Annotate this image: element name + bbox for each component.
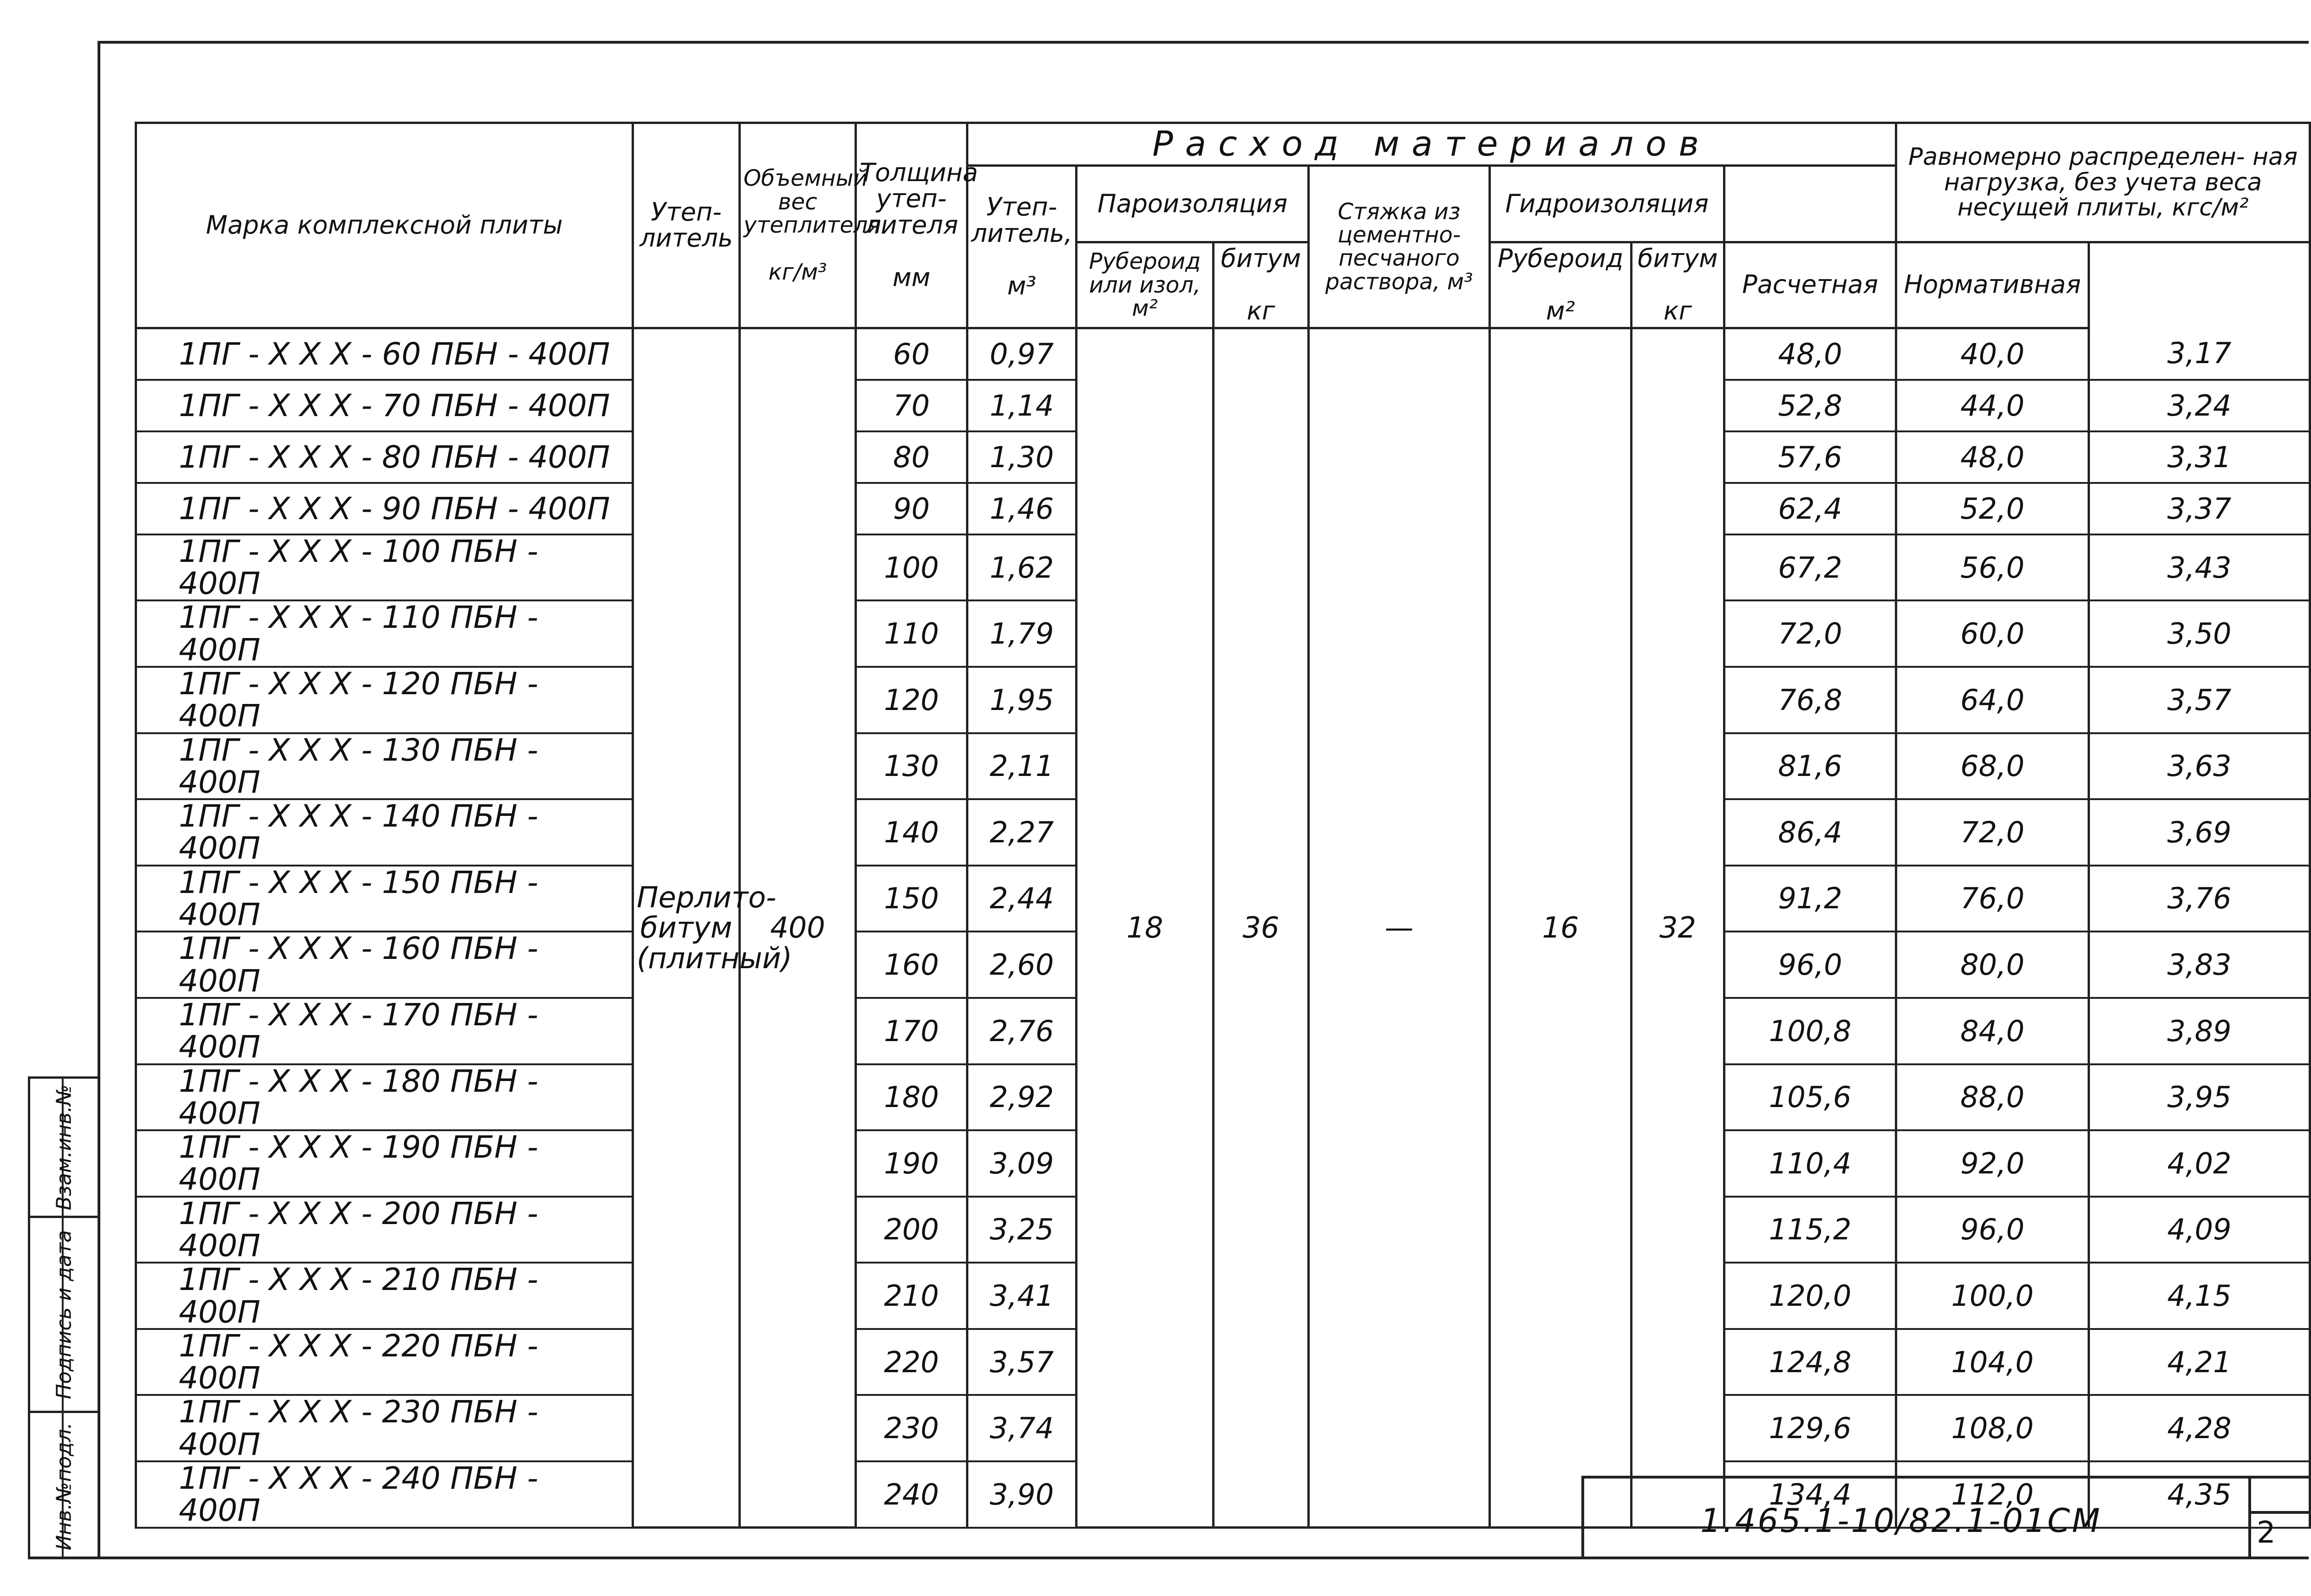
row-mark: 1ПГ - Х Х Х - 110 ПБН - 400П (136, 600, 633, 667)
row-load-calc: 76,8 (1724, 667, 1896, 733)
row-ins-volume: 3,09 (967, 1130, 1077, 1197)
row-mass: 4,35 (2089, 1461, 2310, 1528)
stamp-inventory-cell (30, 1413, 98, 1559)
row-load-norm: 44,0 (1896, 380, 2089, 431)
row-thickness: 220 (856, 1329, 967, 1395)
row-ins-volume: 1,79 (967, 600, 1077, 667)
row-mark: 1ПГ - Х Х Х - 150 ПБН - 400П (136, 866, 633, 932)
shared-vapor-roof: 18 (1077, 328, 1214, 1527)
row-load-norm: 40,0 (1896, 328, 2089, 380)
row-thickness: 170 (856, 998, 967, 1064)
col-ins-volume-header: Утеп- литель, м³ (967, 166, 1077, 328)
row-load-calc: 52,8 (1724, 380, 1896, 431)
row-load-calc: 96,0 (1724, 932, 1896, 998)
row-mass: 4,21 (2089, 1329, 2310, 1395)
col-vapor-roof-header: Рубероид или изол, м² (1077, 242, 1214, 328)
row-thickness: 100 (856, 534, 967, 601)
row-load-norm: 84,0 (1896, 998, 2089, 1064)
row-load-norm: 48,0 (1896, 431, 2089, 483)
row-load-calc: 86,4 (1724, 799, 1896, 866)
col-mark-header: Марка комплексной плиты (136, 123, 633, 328)
row-load-calc: 48,0 (1724, 328, 1896, 380)
row-mass: 3,37 (2089, 483, 2310, 534)
row-load-calc: 91,2 (1724, 866, 1896, 932)
row-ins-volume: 1,30 (967, 431, 1077, 483)
row-load-norm: 88,0 (1896, 1064, 2089, 1131)
row-thickness: 60 (856, 328, 967, 380)
row-mass: 4,28 (2089, 1395, 2310, 1461)
thickness-unit: мм (892, 263, 931, 293)
table-row (136, 328, 2310, 380)
row-thickness: 110 (856, 600, 967, 667)
materials-table-body (136, 328, 2310, 1527)
row-ins-volume: 2,92 (967, 1064, 1077, 1131)
row-thickness: 200 (856, 1197, 967, 1263)
row-mark: 1ПГ - Х Х Х - 80 ПБН - 400П (136, 431, 633, 483)
row-mass: 4,02 (2089, 1130, 2310, 1197)
row-mark: 1ПГ - Х Х Х - 60 ПБН - 400П (136, 328, 633, 380)
row-load-norm: 68,0 (1896, 733, 2089, 800)
row-load-calc: 120,0 (1724, 1263, 1896, 1329)
row-ins-volume: 3,41 (967, 1263, 1077, 1329)
row-mass: 3,50 (2089, 600, 2310, 667)
stamp-replacement-cell (30, 1079, 98, 1218)
row-thickness: 90 (856, 483, 967, 534)
row-mass: 3,95 (2089, 1064, 2310, 1131)
row-ins-volume: 1,62 (967, 534, 1077, 601)
row-load-calc: 129,6 (1724, 1395, 1896, 1461)
row-mass: 3,69 (2089, 799, 2310, 866)
consumption-header: Расход материалов (967, 123, 1896, 166)
volume-weight-unit: кг/м³ (768, 259, 827, 285)
row-load-norm: 108,0 (1896, 1395, 2089, 1461)
row-thickness: 120 (856, 667, 967, 733)
shared-water-bitumen: 32 (1632, 328, 1724, 1527)
row-thickness: 70 (856, 380, 967, 431)
row-mark: 1ПГ - Х Х Х - 200 ПБН - 400П (136, 1197, 633, 1263)
row-load-norm: 52,0 (1896, 483, 2089, 534)
load-header: Равномерно распределен- ная нагрузка, без учета веса несущей плиты, кгс/м² (1896, 123, 2310, 242)
row-mark: 1ПГ - Х Х Х - 90 ПБН - 400П (136, 483, 633, 534)
materials-table (135, 122, 2311, 1529)
row-mass: 3,31 (2089, 431, 2310, 483)
row-ins-volume: 2,60 (967, 932, 1077, 998)
row-ins-volume: 3,90 (967, 1461, 1077, 1528)
sheet-number: 2 (2257, 1516, 2276, 1550)
row-load-calc: 57,6 (1724, 431, 1896, 483)
row-mark: 1ПГ - Х Х Х - 120 ПБН - 400П (136, 667, 633, 733)
row-mark: 1ПГ - Х Х Х - 210 ПБН - 400П (136, 1263, 633, 1329)
frame-top-border (100, 41, 2309, 44)
row-ins-volume: 2,76 (967, 998, 1077, 1064)
row-mass: 3,57 (2089, 667, 2310, 733)
row-thickness: 230 (856, 1395, 967, 1461)
stamp-signature-label: Подпись и дата (52, 1230, 76, 1399)
row-ins-volume: 3,25 (967, 1197, 1077, 1263)
row-mark: 1ПГ - Х Х Х - 170 ПБН - 400П (136, 998, 633, 1064)
row-ins-volume: 1,95 (967, 667, 1077, 733)
row-load-calc: 81,6 (1724, 733, 1896, 800)
row-ins-volume: 1,14 (967, 380, 1077, 431)
col-load-calc-header: Расчетная (1724, 242, 1896, 328)
row-load-norm: 80,0 (1896, 932, 2089, 998)
row-mark: 1ПГ - Х Х Х - 140 ПБН - 400П (136, 799, 633, 866)
row-mass: 4,09 (2089, 1197, 2310, 1263)
row-mark: 1ПГ - Х Х Х - 70 ПБН - 400П (136, 380, 633, 431)
row-mark: 1ПГ - Х Х Х - 130 ПБН - 400П (136, 733, 633, 800)
row-thickness: 130 (856, 733, 967, 800)
shared-vapor-bitumen: 36 (1214, 328, 1309, 1527)
row-load-calc: 62,4 (1724, 483, 1896, 534)
row-load-calc: 100,8 (1724, 998, 1896, 1064)
title-block (1581, 1476, 2309, 1559)
row-mark: 1ПГ - Х Х Х - 230 ПБН - 400П (136, 1395, 633, 1461)
row-load-norm: 60,0 (1896, 600, 2089, 667)
col-water-roof-header: Рубероид м² (1490, 242, 1632, 328)
row-thickness: 150 (856, 866, 967, 932)
row-load-calc: 134,4 (1724, 1461, 1896, 1528)
row-thickness: 240 (856, 1461, 967, 1528)
col-water-bitumen-header: битум кг (1632, 242, 1724, 328)
water-roof-unit: м² (1546, 296, 1575, 326)
water-header: Гидроизоляция (1490, 166, 1724, 242)
row-load-calc: 115,2 (1724, 1197, 1896, 1263)
col-thickness-header: Толщина утеп- лителя мм (856, 123, 967, 328)
row-mark: 1ПГ - Х Х Х - 180 ПБН - 400П (136, 1064, 633, 1131)
row-load-norm: 104,0 (1896, 1329, 2089, 1395)
col-screed-header: Стяжка из цементно- песчаного раствора, м³ (1309, 166, 1490, 328)
shared-insulation: Перлито- битум (плитный) (633, 328, 740, 1527)
row-ins-volume: 3,57 (967, 1329, 1077, 1395)
row-load-norm: 96,0 (1896, 1197, 2089, 1263)
row-thickness: 80 (856, 431, 967, 483)
row-thickness: 210 (856, 1263, 967, 1329)
ins-volume-unit: м³ (1007, 271, 1037, 301)
row-mark: 1ПГ - Х Х Х - 100 ПБН - 400П (136, 534, 633, 601)
row-mass: 3,83 (2089, 932, 2310, 998)
frame-left-border (98, 41, 100, 1559)
row-load-calc: 110,4 (1724, 1130, 1896, 1197)
row-thickness: 160 (856, 932, 967, 998)
document-code: 1.465.1-10/82.1-01СМ (1700, 1502, 2102, 1540)
stamp-replacement-label: Взам.инв.№ (52, 1084, 76, 1210)
row-mass: 3,43 (2089, 534, 2310, 601)
row-mark: 1ПГ - Х Х Х - 220 ПБН - 400П (136, 1329, 633, 1395)
stamp-signature-cell (30, 1218, 98, 1413)
row-load-calc: 124,8 (1724, 1329, 1896, 1395)
row-ins-volume: 2,27 (967, 799, 1077, 866)
row-load-calc: 105,6 (1724, 1064, 1896, 1131)
col-vapor-bitumen-header: битум кг (1214, 242, 1309, 328)
row-thickness: 140 (856, 799, 967, 866)
row-thickness: 190 (856, 1130, 967, 1197)
vapor-header: Пароизоляция (1077, 166, 1309, 242)
row-mark: 1ПГ - Х Х Х - 190 ПБН - 400П (136, 1130, 633, 1197)
shared-water-roof: 16 (1490, 328, 1632, 1527)
row-load-norm: 64,0 (1896, 667, 2089, 733)
row-ins-volume: 0,97 (967, 328, 1077, 380)
side-stamp-strip (28, 1076, 98, 1559)
water-bitumen-unit: кг (1664, 296, 1692, 326)
row-ins-volume: 3,74 (967, 1395, 1077, 1461)
row-load-norm: 76,0 (1896, 866, 2089, 932)
row-mark: 1ПГ - Х Х Х - 240 ПБН - 400П (136, 1461, 633, 1528)
row-load-norm: 112,0 (1896, 1461, 2089, 1528)
row-mass: 4,15 (2089, 1263, 2310, 1329)
row-load-norm: 72,0 (1896, 799, 2089, 866)
row-load-norm: 92,0 (1896, 1130, 2089, 1197)
row-mass: 3,89 (2089, 998, 2310, 1064)
row-mass: 3,17 (2089, 328, 2310, 380)
vapor-bitumen-unit: кг (1247, 296, 1275, 326)
shared-screed: — (1309, 328, 1490, 1527)
col-volume-weight-header: Объемный вес утеплителя кг/м³ (740, 123, 856, 328)
row-thickness: 180 (856, 1064, 967, 1131)
vapor-roof-unit: м² (1132, 295, 1158, 321)
row-ins-volume: 2,44 (967, 866, 1077, 932)
row-mass: 3,76 (2089, 866, 2310, 932)
col-insulation-header: Утеп- литель (633, 123, 740, 328)
row-ins-volume: 1,46 (967, 483, 1077, 534)
row-mass: 3,63 (2089, 733, 2310, 800)
row-load-norm: 100,0 (1896, 1263, 2089, 1329)
row-ins-volume: 2,11 (967, 733, 1077, 800)
row-mass: 3,24 (2089, 380, 2310, 431)
row-mark: 1ПГ - Х Х Х - 160 ПБН - 400П (136, 932, 633, 998)
row-load-norm: 56,0 (1896, 534, 2089, 601)
row-load-calc: 72,0 (1724, 600, 1896, 667)
row-load-calc: 67,2 (1724, 534, 1896, 601)
shared-volume-weight: 400 (740, 328, 856, 1527)
stamp-inventory-label: Инв.№подл. (52, 1422, 76, 1550)
col-load-norm-header: Нормативная (1896, 242, 2089, 328)
